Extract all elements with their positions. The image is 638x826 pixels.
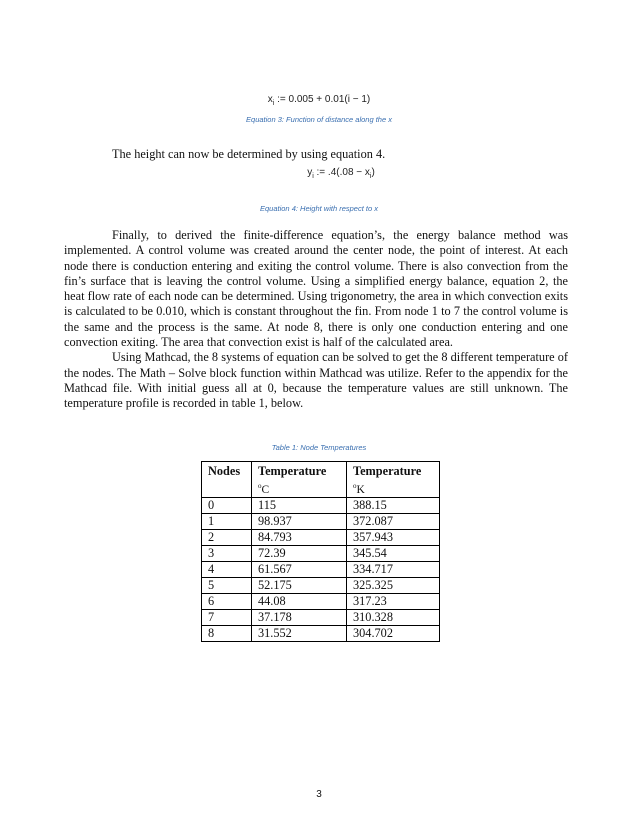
cell-node: 2 [202,529,252,545]
cell-temp-k: 388.15 [347,497,440,513]
cell-node: 1 [202,513,252,529]
degree-sup-c: o [258,482,262,490]
body-text [64,228,568,412]
cell-node: 6 [202,593,252,609]
equation-3-formula [0,94,638,107]
cell-temp-c: 31.552 [252,625,347,641]
cell-temp-c: 98.937 [252,513,347,529]
cell-temp-k: 304.702 [347,625,440,641]
table-row [202,545,440,561]
degree-sup-k: o [353,482,357,490]
cell-temp-c: 84.793 [252,529,347,545]
eq3-variable: x [267,94,273,105]
cell-temp-k: 325.325 [347,577,440,593]
height-sentence: The height can now be determined by using equation 4. [112,147,386,161]
table-row [202,529,440,545]
cell-temp-c: 52.175 [252,577,347,593]
cell-temp-k: 357.943 [347,529,440,545]
header-temperature-k-label: Temperature [353,464,422,478]
cell-node: 5 [202,577,252,593]
eq4-variable: y [307,167,313,178]
cell-temp-k: 345.54 [347,545,440,561]
table-row [202,609,440,625]
eq3-expression: := 0.005 + 0.01(i − 1) [277,94,371,105]
table-row [202,577,440,593]
cell-temp-k: 334.717 [347,561,440,577]
node-temperatures-table [201,461,440,642]
unit-c-label: C [261,483,270,496]
paragraph-mathcad: Using Mathcad, the 8 systems of equation can be solved to get the 8 different temperature of the nodes. The Math – Solve block function within Mathcad was utilize. Refer to the appendix for the Mathcad file. With initial guess all at 0, because the temperature values are still unknown. The temperature profile is recorded in table 1, below. [64,350,568,411]
paragraph-energy-balance: Finally, to derived the finite-difference equation’s, the energy balance method was implemented. A control volume was created around the center node, the point of interest. At each node there is conduction entering and exiting the control volume. There is also convection from the fin’s surface that is leaving the control volume. Using a simplified energy balance, equation 2, the heat flow rate of each node can be determined. Using trigonometry, the area in which convection exits is calculated to be 0.010, which is constant throughout the fin. From node 1 to 7 the control volume is the same and the process is the same. At node 8, there is only one conduction entering and one convection exiting. The area that convection exist is half of the calculated area. [64,228,568,350]
eq3-subscript: i [272,100,275,107]
equation-4-caption: Equation 4: Height with respect to x [260,204,378,213]
table-1-caption: Table 1: Node Temperatures [271,443,367,452]
eq4-expression: := .4(.08 − x [316,167,370,178]
unit-celsius [258,479,340,497]
cell-node: 0 [202,497,252,513]
eq4-close-paren: ) [371,167,375,178]
cell-node: 8 [202,625,252,641]
cell-node: 3 [202,545,252,561]
eq4-subscript-2: i [369,173,372,180]
cell-temp-k: 317.23 [347,593,440,609]
table-header-row [202,462,440,498]
table-row [202,497,440,513]
header-temperature-k [347,462,440,498]
unit-kelvin [353,479,433,497]
cell-temp-c: 115 [252,497,347,513]
equation-3-caption: Equation 3: Function of distance along the x [246,115,392,124]
cell-temp-k: 310.328 [347,609,440,625]
equation-4-formula [22,167,638,180]
table-row [202,513,440,529]
cell-temp-c: 72.39 [252,545,347,561]
header-temperature-c [252,462,347,498]
cell-temp-c: 37.178 [252,609,347,625]
eq4-subscript: i [312,173,314,180]
cell-node: 4 [202,561,252,577]
table-row [202,593,440,609]
unit-k-label: K [356,483,365,496]
cell-temp-k: 372.087 [347,513,440,529]
cell-node: 7 [202,609,252,625]
page-number: 3 [316,789,322,800]
table-row [202,561,440,577]
header-nodes: Nodes [202,462,252,498]
cell-temp-c: 44.08 [252,593,347,609]
table-row [202,625,440,641]
header-temperature-c-label: Temperature [258,464,327,478]
cell-temp-c: 61.567 [252,561,347,577]
